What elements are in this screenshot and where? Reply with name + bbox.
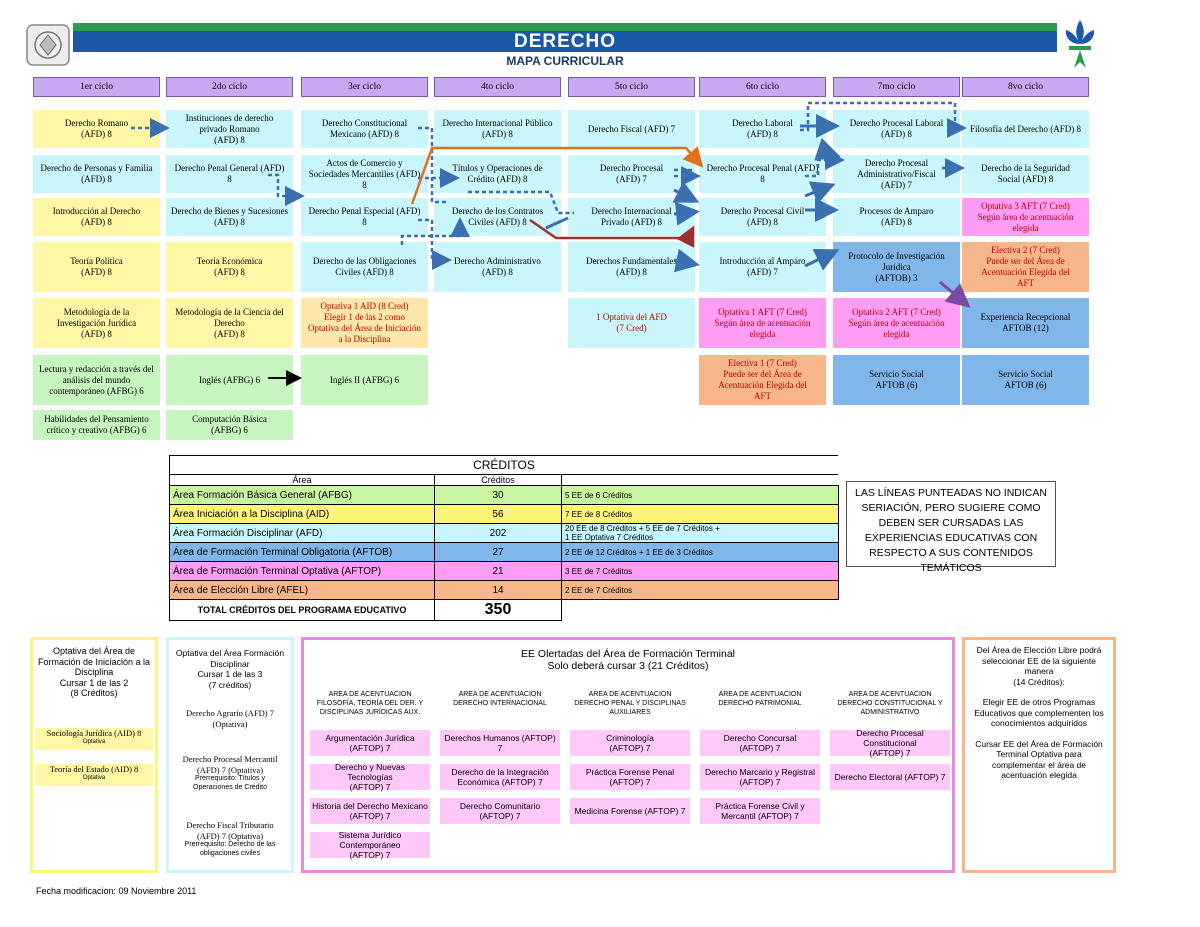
course-c2r3: Derecho de Bienes y Sucesiones (AFD) 8: [166, 198, 293, 236]
modification-date: Fecha modificacion: 09 Noviembre 2011: [36, 886, 197, 896]
course-c4r2: Títulos y Operaciones de Crédito (AFD) 8: [434, 155, 561, 193]
credit-value: 202: [435, 524, 562, 543]
course-c7r3: Procesos de Amparo (AFD) 8: [833, 198, 960, 236]
course-c2r5: Metodología de la Ciencia del Derecho (AFD) 8: [166, 298, 293, 348]
credits-title: CRÉDITOS: [170, 456, 839, 475]
credit-row: [170, 505, 845, 524]
credit-area: Área de Elección Libre (AFEL): [170, 581, 435, 600]
course-c2r2: Derecho Penal General (AFD) 8: [166, 155, 293, 193]
afel-panel: [962, 637, 1116, 873]
aftop-course: Historia del Derecho Mexicano (AFTOP) 7: [310, 798, 430, 824]
aftop-course: Derecho Procesal Constitucional (AFTOP) 7: [830, 730, 950, 756]
credit-value: 21: [435, 562, 562, 581]
course-c5r5: 1 Optativa del AFD (7 Cred): [568, 298, 695, 348]
cycle-header: 4to ciclo: [434, 77, 561, 97]
aftop-course: Argumentación Jurídica (AFTOP) 7: [310, 730, 430, 756]
course-c8r5: Experiencia Recepcional AFTOB (12): [962, 298, 1089, 348]
course-c6r1: Derecho Laboral (AFD) 8: [699, 110, 826, 148]
credits-total-label: TOTAL CRÉDITOS DEL PROGRAMA EDUCATIVO: [170, 600, 435, 621]
aftop-course: Derecho de la Integración Económica (AFTOP) 7: [440, 764, 560, 790]
credit-value: 27: [435, 543, 562, 562]
accent-area-heading: AREA DE ACENTUACION DERECHO INTERNACIONAL: [453, 691, 547, 707]
credit-value: 30: [435, 486, 562, 505]
aftop-course: Derecho y Nuevas Tecnologías (AFTOP) 7: [310, 764, 430, 790]
course-c6r5: Optativa 1 AFT (7 Cred) Según área de acentuación elegida: [699, 298, 826, 348]
course-c5r2: Derecho Procesal (AFD) 7: [568, 155, 695, 193]
credit-detail: 5 EE de 6 Créditos: [562, 486, 839, 505]
course-c6r3: Derecho Procesal Civil (AFD) 8: [699, 198, 826, 236]
aftop-course: Práctica Forense Civil y Mercantil (AFTOP) 7: [700, 798, 820, 824]
course-c8r4: Electiva 2 (7 Cred) Puede ser del Área de Acentuación Elegida del AFT: [962, 242, 1089, 292]
credit-area: Área Iniciación a la Disciplina (AID): [170, 505, 435, 524]
course-c3r5: Optativa 1 AID (8 Cred) Elegir 1 de las 2 como Optativa del Área de Iniciación a la Disciplina: [301, 298, 428, 348]
course-c6r2: Derecho Procesal Penal (AFD) 8: [699, 155, 826, 193]
page-title: DERECHO: [73, 31, 1057, 52]
credit-detail: 2 EE de 7 Créditos: [562, 581, 839, 600]
course-c3r1: Derecho Constitucional Mexicano (AFD) 8: [301, 110, 428, 148]
cycle-header: 8vo ciclo: [962, 77, 1089, 97]
credit-value: 14: [435, 581, 562, 600]
course-c1r1: Derecho Romano (AFD) 8: [33, 110, 160, 148]
course-c6r4: Introducción al Amparo (AFD) 7: [699, 242, 826, 292]
course-c1r6: Lectura y redacción a través del análisis del mundo contemporáneo (AFBG) 6: [33, 355, 160, 405]
aftop-panel-title: EE Olertadas del Área de Formación Terminal: [521, 648, 735, 660]
course-c1r2: Derecho de Personas y Familia (AFD) 8: [33, 155, 160, 193]
course-c3r4: Derecho de las Obligaciones Civiles (AFD) 8: [301, 242, 428, 292]
aid-optional-panel: [30, 637, 158, 873]
afd-option-2-prereq: Prerrequisito: Títulos y Operaciones de Crédito: [193, 775, 267, 791]
course-c4r3: Derecho de los Contratos Civiles (AFD) 8: [434, 198, 561, 236]
afd-panel-title: Optativa del Área Formación Disciplinar Cursar 1 de las 3 (7 créditos): [175, 648, 285, 690]
course-c5r3: Derecho Internacional Privado (AFD) 8: [568, 198, 695, 236]
afel-text-1: Del Área de Elección Libre podrá seleccionar EE de la siguiente manera (14 Créditos):: [976, 645, 1102, 687]
aid-option-name: Teoría del Estado (AID) 8: [49, 764, 139, 774]
course-c1r5: Metodología de la Investigación Jurídica (AFD) 8: [33, 298, 160, 348]
course-c2r4: Teoría Económica (AFD) 8: [166, 242, 293, 292]
afd-option-3: Derecho Fiscal Tributario (AFD) 7 (Optativa): [186, 820, 274, 841]
credits-total-value: 350: [435, 600, 562, 621]
afd-optional-panel: [166, 637, 294, 873]
course-c2r1: Instituciones de derecho privado Romano (AFD) 8: [166, 110, 293, 148]
credit-detail: 7 EE de 8 Créditos: [562, 505, 839, 524]
course-c3r3: Derecho Penal Especial (AFD) 8: [301, 198, 428, 236]
cycle-header: 5to ciclo: [568, 77, 695, 97]
aid-option-tag: Optativa: [82, 738, 106, 745]
credit-detail: 3 EE de 7 Créditos: [562, 562, 839, 581]
aftop-course: Derechos Humanos (AFTOP) 7: [440, 730, 560, 756]
credit-detail: 20 EE de 8 Créditos + 5 EE de 7 Créditos + 1 EE Optativa 7 Créditos: [562, 524, 839, 543]
credit-value: 56: [435, 505, 562, 524]
aftop-course: Derecho Comunitario (AFTOP) 7: [440, 798, 560, 824]
aid-panel-title: Optativa del Área de Formación de Iniciación a la Disciplina Cursar 1 de las 2 (8 Créditos): [37, 646, 151, 698]
flor-de-liz-logo: [1063, 18, 1097, 70]
credit-row: [170, 524, 845, 543]
afd-option-2: Derecho Procesal Mercantil (AFD) 7 (Optativa): [182, 754, 278, 775]
accent-area-heading: AREA DE ACENTUACION DERECHO PATRIMONIAL: [718, 691, 802, 707]
course-c8r2: Derecho de la Seguridad Social (AFD) 8: [962, 155, 1089, 193]
aftop-course: Medicina Forense (AFTOP) 7: [570, 798, 690, 824]
aftop-panel-subtitle: Solo deberá cursar 3 (21 Créditos): [547, 660, 709, 672]
course-c7r4: Protocolo de Investigación Jurídica (AFTOB) 3: [833, 242, 960, 292]
cycle-header: 1er ciclo: [33, 77, 160, 97]
credit-row: [170, 486, 845, 505]
credit-row: [170, 543, 845, 562]
aid-option-2: [35, 764, 153, 786]
course-c1r7: Habilidades del Pensamiento crítico y creativo (AFBG) 6: [33, 410, 160, 440]
aftop-course: Derecho Marcario y Registral (AFTOP) 7: [700, 764, 820, 790]
credit-detail: 2 EE de 12 Créditos + 1 EE de 3 Créditos: [562, 543, 839, 562]
afel-text-2: Elegir EE de otros Programas Educativos que complementen los conocimientos adquiridos: [974, 697, 1104, 728]
course-c8r1: Filosofía del Derecho (AFD) 8: [962, 110, 1089, 148]
dotted-lines-note: LAS LÍNEAS PUNTEADAS NO INDICAN SERIACIÓN, PERO SUGIERE COMO DEBEN SER CURSADAS LAS EXPERIENCIAS EDUCATIVAS CON RESPECTO A SUS CONTENIDOS TEMÁTICOS: [846, 481, 1056, 567]
afd-option-3-prereq: Prerrequisito: Derecho de las obligaciones civiles: [184, 841, 276, 857]
green-header-bar: [73, 23, 1057, 31]
accent-area-heading: AREA DE ACENTUACION DERECHO CONSTITUCIONAL Y ADMINISTRATIVO: [837, 691, 943, 716]
aftop-course: Derecho Concursal (AFTOP) 7: [700, 730, 820, 756]
afel-text-3: Cursar EE del Área de Formación Terminal Optativa para complementar el área de acentuación elegida: [975, 738, 1103, 780]
course-c3r2: Actos de Comercio y Sociedades Mercantiles (AFD) 8: [301, 155, 428, 193]
cycle-header: 3er ciclo: [301, 77, 428, 97]
cycle-header: 7mo ciclo: [833, 77, 960, 97]
course-c7r2: Derecho Procesal Administrativo/Fiscal (AFD) 7: [833, 155, 960, 193]
aid-option-tag: Optativa: [82, 774, 106, 781]
course-c7r6: Servicio Social AFTOB (6): [833, 355, 960, 405]
page-subtitle: MAPA CURRICULAR: [506, 54, 624, 68]
course-c2r7: Computación Básica (AFBG) 6: [166, 410, 293, 440]
accent-area-heading: AREA DE ACENTUACION DERECHO PENAL Y DISCIPLINAS AUXILIARES: [574, 691, 686, 716]
accent-area-heading: AREA DE ACENTUACION FILOSOFÍA, TEORÍA DEL DER. Y DISCIPLINAS JURÍDICAS AUX.: [316, 691, 424, 716]
credit-area: Área de Formación Terminal Obligatoria (AFTOB): [170, 543, 435, 562]
credit-row: [170, 581, 845, 600]
course-c2r6: Inglés (AFBG) 6: [166, 355, 293, 405]
credit-area: Área Formación Disciplinar (AFD): [170, 524, 435, 543]
course-c7r5: Optativa 2 AFT (7 Cred) Según área de acentuación elegida: [833, 298, 960, 348]
course-c1r4: Teoría Política (AFD) 8: [33, 242, 160, 292]
afd-option-1: Derecho Agrario (AFD) 7 (Optativa): [185, 708, 275, 729]
course-c4r4: Derecho Administrativo (AFD) 8: [434, 242, 561, 292]
course-c6r6: Electiva 1 (7 Cred) Puede ser del Área de Acentuación Elegida del AFT: [699, 355, 826, 405]
aid-option-1: [35, 728, 153, 750]
course-c1r3: Introducción al Derecho (AFD) 8: [33, 198, 160, 236]
aftop-course: Práctica Forense Penal (AFTOP) 7: [570, 764, 690, 790]
credit-area: Área de Formación Terminal Optativa (AFTOP): [170, 562, 435, 581]
course-c8r6: Servicio Social AFTOB (6): [962, 355, 1089, 405]
cycle-header: 2do ciclo: [166, 77, 293, 97]
course-c5r1: Derecho Fiscal (AFD) 7: [568, 110, 695, 148]
course-c5r4: Derechos Fundamentales (AFD) 8: [568, 242, 695, 292]
course-c8r3: Optativa 3 AFT (7 Cred) Según área de acentuación elegida: [962, 198, 1089, 236]
cycle-header: 6to ciclo: [699, 77, 826, 97]
aid-option-name: Sociología Jurídica (AID) 8: [46, 728, 142, 738]
aftop-panel: [301, 637, 955, 873]
aftop-course: Derecho Electoral (AFTOP) 7: [830, 764, 950, 790]
credits-credits-header: Créditos: [435, 475, 562, 486]
course-c7r1: Derecho Procesal Laboral (AFD) 8: [833, 110, 960, 148]
credit-area: Área Formación Básica General (AFBG): [170, 486, 435, 505]
credits-area-header: Área: [170, 475, 435, 486]
course-c4r1: Derecho Internacional Público (AFD) 8: [434, 110, 561, 148]
credit-row: [170, 562, 845, 581]
university-seal-logo: [25, 23, 71, 67]
credits-table: [169, 455, 845, 621]
aftop-course: Criminología (AFTOP) 7: [570, 730, 690, 756]
course-c3r6: Inglés II (AFBG) 6: [301, 355, 428, 405]
aftop-course: Sistema Jurídico Contemporáneo (AFTOP) 7: [310, 832, 430, 858]
